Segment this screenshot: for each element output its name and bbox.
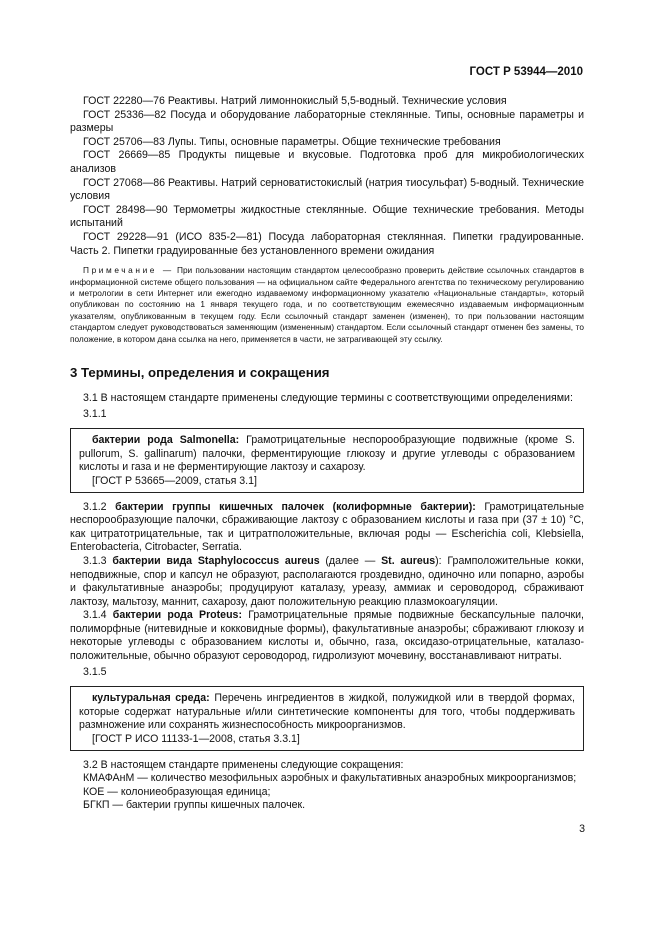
normative-ref: ГОСТ 27068—86 Реактивы. Натрий серноватистокислый (натрия тиосульфат) 5-водный. Технические условия: [70, 176, 584, 203]
source-ref: [ГОСТ Р ИСО 11133-1—2008, статья 3.3.1]: [92, 733, 300, 746]
clause-number: 3.1.2: [83, 500, 107, 513]
term-staph-abbr: St. aureus: [381, 554, 436, 567]
clause-3-1-1-number: 3.1.1: [83, 407, 107, 420]
definition-box-salmonella: [70, 428, 584, 492]
normative-ref: ГОСТ 28498—90 Термометры жидкостные стеклянные. Общие технические требования. Методы испытаний: [70, 203, 584, 230]
clause-3-2: 3.2 В настоящем стандарте применены следующие сокращения:: [83, 758, 404, 771]
source-ref: [ГОСТ Р 53665—2009, статья 3.1]: [92, 474, 257, 487]
clause-3-1-5-number: 3.1.5: [83, 665, 107, 678]
term-coliform: бактерии группы кишечных палочек (колиформные бактерии):: [115, 500, 476, 513]
note-text: При пользовании настоящим стандартом целесообразно проверить действие ссылочных стандартов в информационной системе общего пользования — на официальном сайте Федерального агентства по техническому регулированию и метрологии в сети Интернет или ежегодно издаваемому информационному указателю «Национальные стандарты», который опубликован по состоянию на 1 января текущего года, и по соответствующим ежемесячно издаваемым информационным указателям, опубликованным в текущем году. Если ссылочный стандарт заменен (изменен), то при пользовании настоящим стандартом следует руководствоваться заменяющим (измененным) стандартом. Если ссылочный стандарт отменен без замены, то положение, в котором дана ссылка на него, применяется в части, не затрагивающей эту ссылку.: [70, 265, 584, 344]
page-content: [70, 95, 584, 813]
page-number: 3: [579, 823, 585, 835]
clause-3-1-3: [70, 555, 584, 609]
clause-number: 3.1.3: [83, 554, 107, 567]
clause-3-1: 3.1 В настоящем стандарте применены следующие термины с соответствующими определениями:: [83, 391, 573, 404]
normative-ref: ГОСТ 26669—85 Продукты пищевые и вкусовые. Подготовка проб для микробиологических анализов: [70, 149, 584, 175]
abbreviation-item: КОЕ — колониеобразующая единица;: [83, 785, 271, 798]
clause-3-1-4: [70, 609, 584, 663]
def-coliform: Грамотрицательные неспорообразующие палочки, сбраживающие лактозу с образованием кислоты и газа при (37 ± 10) °С, как цитратотрицательные, так и цитратположительные, включая роды — Escherichia coli, Klebsiella, Enterobacteria, Citrobacter, Serratia.: [70, 500, 584, 554]
clause-number: 3.1.4: [83, 609, 107, 622]
clause-3-1-2: [70, 501, 584, 555]
def-culture-medium: Перечень ингредиентов в жидкой, полужидкой или в твердой формах, которые содержат натуральные и/или синтетические компоненты для того, чтобы поддерживать размножение или сохранять жизнеспособность микроорганизмов.: [79, 692, 575, 732]
normative-ref: ГОСТ 25336—82 Посуда и оборудование лабораторные стеклянные. Типы, основные параметры и размеры: [70, 108, 584, 135]
term-staph-mid: (далее —: [319, 554, 382, 567]
term-staph-end: ):: [435, 554, 442, 567]
term-salmonella: бактерии рода Salmonella:: [92, 434, 240, 447]
definition-box-culture-medium: [70, 686, 584, 750]
def-salmonella: Грамотрицательные неспорообразующие подвижные (кроме S. pullorum, S. gallinarum) палочки, ферментирующие глюкозу и другие углеводы с образованием кислоты и газа и не ферментирующие лактозу и сахарозу.: [79, 434, 575, 474]
normative-ref: ГОСТ 29228—91 (ИСО 835-2—81) Посуда лабораторная стеклянная. Пипетки градуированные. Часть 2. Пипетки градуированные без установленного времени ожидания: [70, 230, 584, 257]
note-label: Примечание —: [83, 265, 174, 276]
note: [70, 265, 584, 345]
document-header: ГОСТ Р 53944—2010: [469, 66, 583, 78]
term-proteus: бактерии рода Proteus:: [112, 609, 242, 622]
term-staph: бактерии вида Staphylococcus aureus: [112, 554, 320, 567]
normative-ref: ГОСТ 25706—83 Лупы. Типы, основные параметры. Общие технические требования: [83, 135, 501, 148]
def-staph: Грамположительные кокки, неподвижные, спор и капсул не образуют, располагаются гроздевидно, одиночно или попарно, аэробы и факультативные анаэробы; продуцируют каталазу, уреазу, аммиак и сероводород, сбраживают лактозу, мальтозу, маннит, сахарозу, дают положительную реакцию плазмокоагуляции.: [70, 554, 584, 608]
section-title: 3 Термины, определения и сокращения: [70, 364, 330, 380]
definition-culture-medium: [79, 692, 575, 733]
abbreviation-item: КМАФАнМ — количество мезофильных аэробных и факультативных анаэробных микроорганизмов;: [83, 772, 577, 785]
normative-ref: ГОСТ 22280—76 Реактивы. Натрий лимоннокислый 5,5-водный. Технические условия: [83, 95, 507, 107]
definition-salmonella: [79, 434, 575, 475]
abbreviation-item: БГКП — бактерии группы кишечных палочек.: [83, 799, 306, 812]
term-culture-medium: культуральная среда:: [92, 692, 210, 705]
def-proteus: Грамотрицательные прямые подвижные бескапсульные палочки, полиморфные (нитевидные и кокковидные формы), факультативные анаэробы; сбраживают глюкозу и некоторые углеводы с образованием кислоты и, обычно, газа, оксидазо-отрицательные, каталазо-положительные, обычно образуют сероводород, гидролизуют мочевину, восстанавливают нитраты.: [70, 609, 584, 663]
